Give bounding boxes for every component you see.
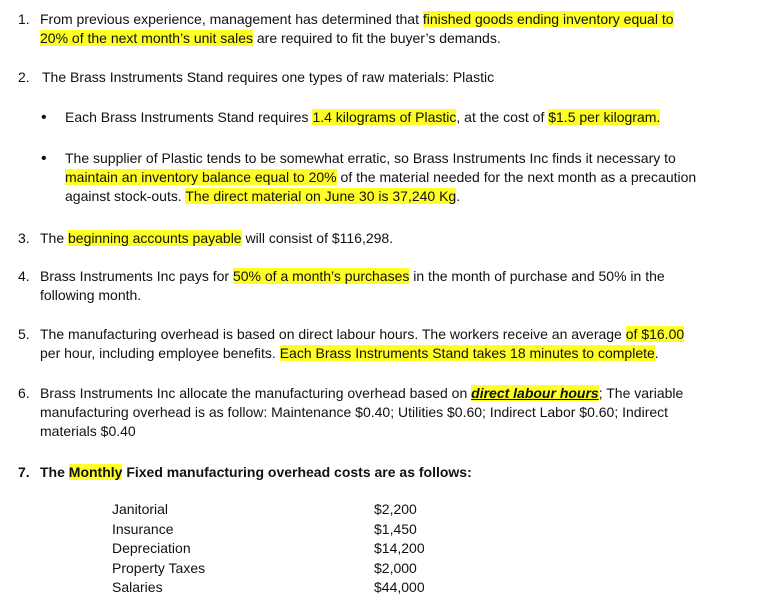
highlight: finished goods ending inventory equal to — [422, 11, 674, 27]
item-2 — [18, 68, 742, 87]
highlight: beginning accounts payable — [68, 230, 242, 246]
highlight: 50% of a month’s purchases — [232, 268, 410, 284]
highlight: maintain an inventory balance equal to 20% — [65, 169, 337, 185]
bullet-plastic-supplier: • The supplier of Plastic tends to be somewhat erratic, so Brass Instruments Inc finds it necessary to maintain an inventory balance equal to 20% of the material needed for the next month as a precaution against stock-outs. The direct material on June 30 is 37,240 Kg. — [41, 150, 697, 204]
item-number: 3. — [18, 230, 30, 246]
table-row — [112, 500, 454, 520]
item-number: 6. — [18, 385, 30, 401]
highlight: direct labour hours — [471, 385, 599, 401]
cost-amount: $2,000 — [374, 559, 417, 576]
table-row — [112, 559, 454, 579]
item-number: 7. — [18, 464, 30, 480]
table-row — [112, 578, 454, 598]
item-3: 3. The beginning accounts payable will consist of $116,298. — [18, 230, 394, 246]
highlight: 1.4 kilograms of Plastic — [312, 109, 457, 125]
item-1 — [18, 10, 742, 48]
highlight: Each Brass Instruments Stand takes 18 minutes to complete — [279, 345, 655, 361]
item-number: 2. — [18, 69, 30, 85]
bullet-icon: • — [41, 150, 47, 167]
item-1-text: From previous experience, management has determined that finished goods ending inventory equal to 20% of the next month’s unit sales are required to fit the buyer’s demands. — [40, 11, 674, 46]
cost-name: Janitorial — [112, 501, 169, 517]
cost-name: Insurance — [112, 520, 174, 537]
cost-amount: $1,450 — [374, 520, 417, 537]
highlight: of $16.00 — [625, 326, 685, 342]
table-row — [112, 539, 454, 559]
item-number: 5. — [18, 326, 30, 342]
highlight: Monthly — [68, 464, 123, 480]
highlight: $1.5 per kilogram. — [548, 109, 661, 125]
cost-name: Depreciation — [112, 540, 191, 556]
cost-amount: $44,000 — [374, 579, 425, 595]
bullet-plastic-usage: • Each Brass Instruments Stand requires 1.4 kilograms of Plastic, at the cost of $1.5 per kilogram. — [41, 109, 661, 126]
item-7: 7. The Monthly Fixed manufacturing overhead costs are as follows: — [18, 464, 472, 480]
bullet-icon: • — [41, 109, 47, 126]
highlight: The direct material on June 30 is 37,240 Kg — [185, 188, 457, 204]
cost-name: Salaries — [112, 579, 163, 595]
highlight: 20% of the next month’s unit sales — [40, 30, 253, 46]
item-6: 6. Brass Instruments Inc allocate the manufacturing overhead based on direct labour hours; The variable manufacturing overhead is as follow: Maintenance $0.40; Utilities $0.60; Indirect Labor $0.60; Indirect materials $0.40 — [18, 385, 684, 439]
item-2-text: The Brass Instruments Stand requires one types of raw materials: Plastic — [42, 69, 495, 85]
cost-name: Property Taxes — [112, 559, 206, 576]
item-5: 5. The manufacturing overhead is based on direct labour hours. The workers receive an average of $16.00 per hour, including employee benefits. Each Brass Instruments Stand takes 18 minutes to complete. — [18, 326, 685, 361]
table-row — [112, 520, 454, 540]
item-4: 4. Brass Instruments Inc pays for 50% of a month’s purchases in the month of purchase and 50% in the following month. — [18, 268, 665, 303]
fixed-costs-table — [112, 500, 454, 598]
cost-amount: $14,200 — [374, 540, 425, 556]
item-number: 1. — [18, 11, 30, 27]
item-number: 4. — [18, 268, 30, 284]
cost-amount: $2,200 — [374, 501, 417, 517]
